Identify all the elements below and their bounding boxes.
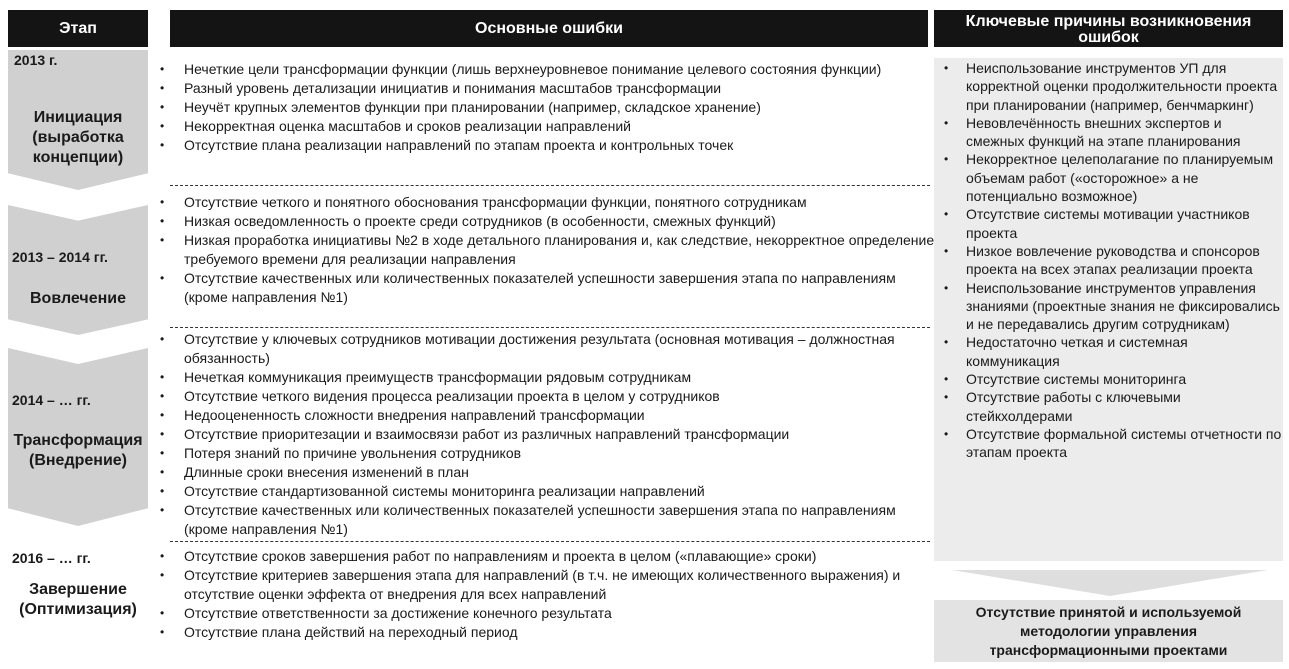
error-item: • Нечеткая коммуникация преимуществ трансформации рядовым сотрудникам bbox=[160, 368, 940, 387]
cause-item: • Отсутствие работы с ключевыми стейкхолдерами bbox=[938, 388, 1283, 425]
stage-name-initiation: Инициация (выработка концепции) bbox=[32, 109, 124, 166]
error-item: • Отсутствие у ключевых сотрудников мотивации достижения результата (основная мотивация – должностная обязанность) bbox=[160, 330, 940, 368]
error-item: • Отсутствие плана действий на переходный период bbox=[160, 623, 940, 642]
stage-year-completion: 2016 – … гг. bbox=[12, 550, 91, 566]
error-item: • Некорректная оценка масштабов и сроков реализации направлений bbox=[160, 117, 940, 136]
stage-year-involvement: 2013 – 2014 гг. bbox=[12, 249, 108, 265]
error-item: • Отсутствие сроков завершения работ по направлениям и проекта в целом («плавающие» сроки) bbox=[160, 547, 940, 566]
stage-year-transformation: 2014 – … гг. bbox=[12, 392, 91, 408]
stage-header-text: Этап bbox=[59, 19, 97, 37]
stage-name-involvement: Вовлечение bbox=[30, 290, 126, 307]
error-item: • Отсутствие четкого видения процесса реализации проекта в целом у сотрудников bbox=[160, 387, 940, 406]
stage-divider bbox=[170, 541, 930, 542]
cause-item: • Недостаточно четкая и системная коммуникация bbox=[938, 333, 1283, 370]
error-item: • Потеря знаний по причине увольнения сотрудников bbox=[160, 444, 940, 463]
conclusion-box bbox=[934, 600, 1283, 662]
causes-list bbox=[938, 59, 1283, 462]
stage-name-completion: Завершение (Оптимизация) bbox=[19, 581, 137, 618]
stage-column-header bbox=[8, 10, 148, 47]
stage-chevron-involvement bbox=[8, 205, 148, 335]
conclusion-text: Отсутствие принятой и используемой методологии управления трансформационными проектами bbox=[975, 603, 1242, 658]
cause-item: • Неиспользование инструментов УП для корректной оценки продолжительности проекта при планировании (например, бенчмаркинг) bbox=[938, 59, 1283, 114]
cause-item: • Неиспользование инструментов управления знаниями (проектные знания не фиксировались и не передавались другим сотрудникам) bbox=[938, 279, 1283, 334]
error-item: • Отсутствие ответственности за достижение конечного результата bbox=[160, 604, 940, 623]
stage-divider bbox=[170, 327, 930, 328]
errors-header-text: Основные ошибки bbox=[475, 19, 623, 37]
error-item: • Отсутствие качественных или количественных показателей успешности завершения этапа по направлениям (кроме направления №1) bbox=[160, 269, 940, 307]
errors-list-involvement bbox=[160, 193, 940, 307]
down-arrow-icon bbox=[952, 570, 1268, 596]
stage-divider bbox=[170, 185, 930, 186]
error-item: • Длинные сроки внесения изменений в план bbox=[160, 463, 940, 482]
error-item: • Нечеткие цели трансформации функции (лишь верхнеуровневое понимание целевого состояния функции) bbox=[160, 60, 940, 79]
causes-header-text: Ключевые причины возникновения ошибок bbox=[965, 12, 1252, 46]
error-item: • Недооцененность сложности внедрения направлений трансформации bbox=[160, 406, 940, 425]
cause-item: • Отсутствие формальной системы отчетности по этапам проекта bbox=[938, 425, 1283, 462]
stage-year-initiation: 2013 г. bbox=[14, 52, 58, 68]
error-item: • Низкая осведомленность о проекте среди сотрудников (в особенности, смежных функций) bbox=[160, 212, 940, 231]
errors-list-initiation bbox=[160, 60, 940, 155]
cause-item: • Невовлечённость внешних экспертов и смежных функций на этапе планирования bbox=[938, 114, 1283, 151]
errors-list-completion bbox=[160, 547, 940, 642]
error-item: • Отсутствие четкого и понятного обоснования трансформации функции, понятного сотрудникам bbox=[160, 193, 940, 212]
stage-name-transformation: Трансформация (Внедрение) bbox=[13, 432, 143, 469]
error-item: • Низкая проработка инициативы №2 в ходе детального планирования и, как следствие, некорректное определение требуемого времени для реализации направления bbox=[160, 231, 940, 269]
cause-item: • Некорректное целеполагание по планируемым объемам работ («осторожное» а не потенциально возможное) bbox=[938, 150, 1283, 205]
cause-item: • Отсутствие системы мониторинга bbox=[938, 370, 1283, 388]
error-item: • Неучёт крупных элементов функции при планировании (например, складское хранение) bbox=[160, 98, 940, 117]
error-item: • Отсутствие критериев завершения этапа для направлений (в т.ч. не имеющих количественного выражения) и отсутствие оценки эффекта от внедрения для всех направлений bbox=[160, 566, 940, 604]
error-item: • Разный уровень детализации инициатив и понимания масштабов трансформации bbox=[160, 79, 940, 98]
cause-item: • Низкое вовлечение руководства и спонсоров проекта на всех этапах реализации проекта bbox=[938, 242, 1283, 279]
error-item: • Отсутствие стандартизованной системы мониторинга реализации направлений bbox=[160, 482, 940, 501]
errors-column-header bbox=[170, 10, 928, 47]
error-item: • Отсутствие приоритезации и взаимосвязи работ из различных направлений трансформации bbox=[160, 425, 940, 444]
error-item: • Отсутствие плана реализации направлений по этапам проекта и контрольных точек bbox=[160, 136, 940, 155]
error-item: • Отсутствие качественных или количественных показателей успешности завершения этапа по направлениям (кроме направления №1) bbox=[160, 501, 940, 539]
errors-list-transformation bbox=[160, 330, 940, 539]
cause-item: • Отсутствие системы мотивации участников проекта bbox=[938, 205, 1283, 242]
causes-column-header bbox=[934, 10, 1283, 47]
